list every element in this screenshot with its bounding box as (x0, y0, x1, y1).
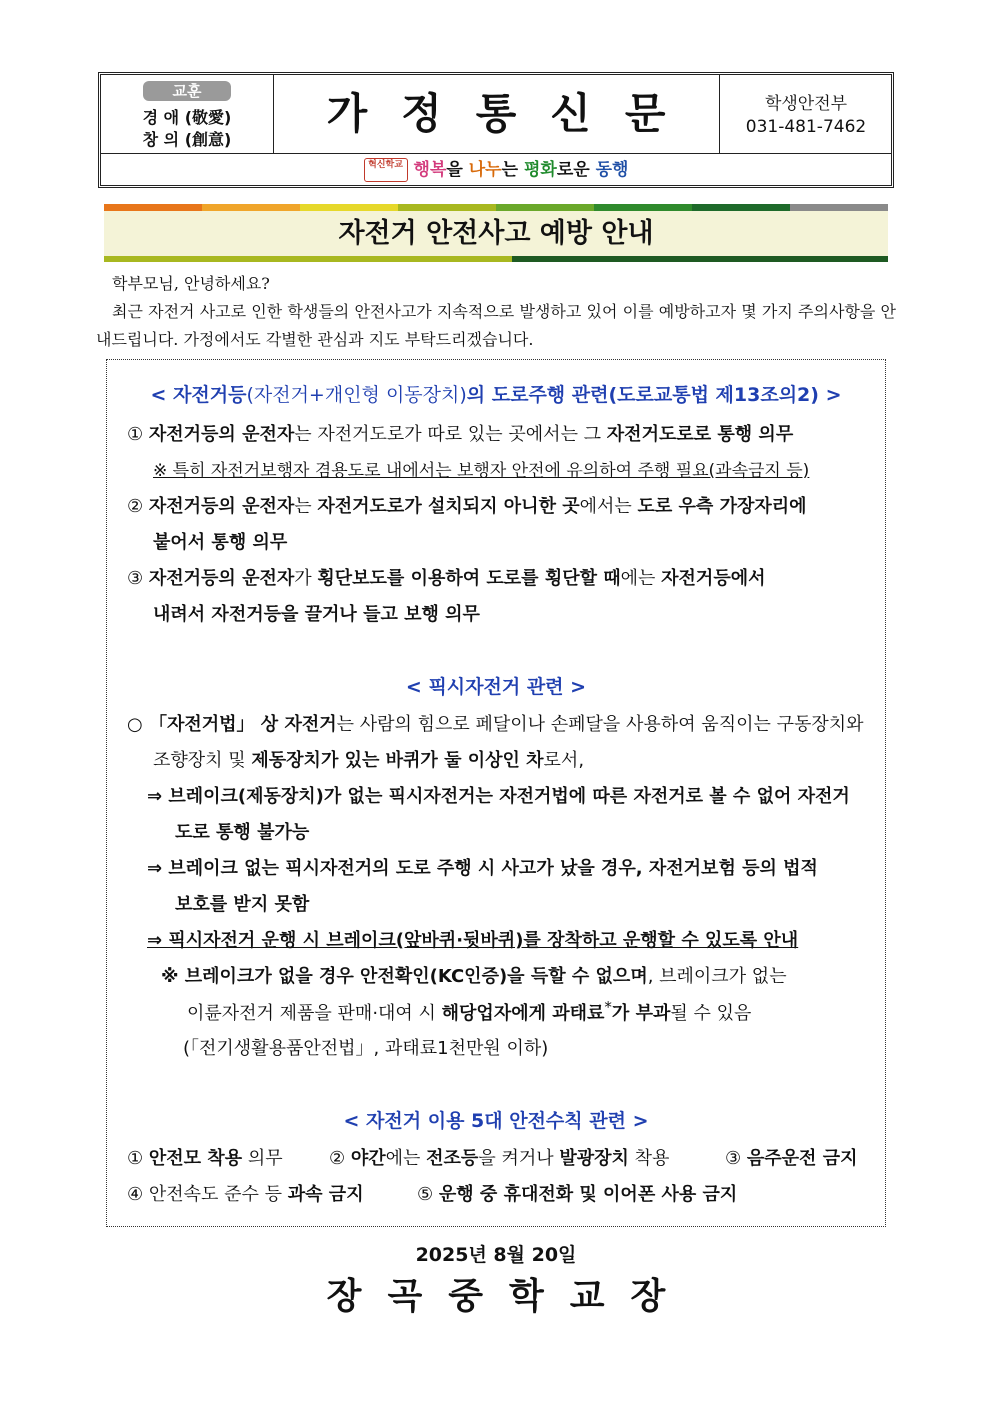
section-3-title: < 자전거 이용 5대 안전수칙 관련 > (343, 1110, 649, 1132)
fixie-definition-line-2 (153, 746, 584, 772)
text: 는 (294, 496, 318, 517)
notice-title-banner (104, 204, 888, 262)
text: 가 (294, 568, 318, 589)
content-box (106, 359, 886, 1227)
text: 안전속도 준수 등 (148, 1184, 288, 1205)
penalty-note (161, 962, 787, 988)
section-2-title: < 픽시자전거 관련 > (405, 676, 587, 698)
safety-rule-2 (329, 1144, 669, 1170)
safety-rule-4 (127, 1180, 364, 1206)
section-1-title-part: < 자전거등 (150, 384, 247, 406)
text: ※ 브레이크가 없을 경우 안전확인(KC인증)을 득할 수 없으며 (161, 966, 648, 987)
penalty-note-line-2 (187, 998, 751, 1025)
rule-1 (127, 420, 793, 446)
school-motto (101, 75, 274, 153)
rule-2-line-2: 붙어서 통행 의무 (153, 532, 288, 553)
slogan-word: 동행 (595, 160, 629, 180)
text: , 브레이크가 없는 (647, 966, 787, 987)
text: 전조등 (426, 1148, 479, 1169)
text: 착용 (628, 1148, 670, 1169)
consequence-2: ⇒ 브레이크 없는 픽시자전거의 도로 주행 시 사고가 났을 경우, 자전거보험 등의 법적 (147, 858, 818, 879)
text: 과속 금지 (287, 1184, 364, 1205)
slogan-particle: 로운 (556, 160, 596, 180)
intro-body: 최근 자전거 사고로 인한 학생들의 안전사고가 지속적으로 발생하고 있어 이를 예방하고자 몇 가지 주의사항을 안내드립니다. 가정에서도 각별한 관심과 지도 부탁드리겠습니다. (96, 302, 896, 349)
text: 가 부과 (611, 1003, 671, 1024)
text: 에는 (385, 1148, 427, 1169)
motto-line-1: 경 애 (敬愛) (142, 108, 232, 127)
item-number: ⑤ (417, 1184, 434, 1205)
text: 는 자전거도로가 따로 있는 곳에서는 그 (294, 424, 607, 445)
school-principal: 장곡중학교장 (326, 1276, 692, 1317)
safety-rule-3 (725, 1144, 857, 1170)
text: 발광장치 (559, 1148, 629, 1169)
slogan-particle: 는 (501, 160, 524, 180)
greeting: 학부모님, 안녕하세요? (112, 274, 270, 293)
innovation-school-stamp: 혁신학교 (364, 158, 408, 182)
slogan-word: 나누 (468, 160, 502, 180)
department-info (721, 75, 891, 153)
consequence-1-line-2: 도로 통행 불가능 (175, 822, 310, 843)
text: 음주운전 금지 (746, 1148, 858, 1169)
text: 에서는 (579, 496, 638, 517)
text: 자전거등의 운전자 (148, 568, 295, 589)
footnote-mark: * (604, 998, 612, 1016)
consequence-2-line-2: 보호를 받지 못함 (175, 894, 310, 915)
header-top-row (101, 75, 891, 154)
section-1-title-part: 의 도로주행 관련(도로교통법 제13조의2) > (466, 384, 842, 406)
text: 해당업자에게 과태료 (441, 1003, 605, 1024)
rule-1-note: ※ 특히 자전거보행자 겸용도로 내에서는 보행자 안전에 유의하여 주행 필요(과속금지 등) (153, 461, 810, 481)
item-number: ② (127, 496, 144, 517)
banner-color-segment (104, 204, 202, 211)
slogan-word: 평화 (523, 160, 557, 180)
text: 을 켜거나 (478, 1148, 560, 1169)
penalty-note-line-3: (「전기생활용품안전법」, 과태료1천만원 이하) (183, 1038, 549, 1059)
text: 도로 우측 가장자리에 (637, 496, 807, 517)
text: 자전거도로가 설치되지 아니한 곳 (317, 496, 580, 517)
safety-rule-5 (417, 1180, 737, 1206)
rule-3-line-2: 내려서 자전거등을 끌거나 들고 보행 의무 (153, 604, 480, 625)
text: 자전거등의 운전자 (148, 496, 295, 517)
intro-text (96, 270, 896, 354)
header-box (98, 72, 894, 188)
rule-2 (127, 492, 807, 518)
department-name: 학생안전부 (764, 94, 848, 114)
banner-bottom-bar-left (104, 256, 512, 262)
item-number: ③ (127, 568, 144, 589)
text: 자전거등의 운전자 (148, 424, 295, 445)
text: 자전거등에서 (661, 568, 766, 589)
banner-color-segment (692, 204, 790, 211)
text: 운행 중 휴대전화 및 이어폰 사용 금지 (438, 1184, 738, 1205)
issue-date: 2025년 8월 20일 (415, 1244, 577, 1266)
banner-color-segment (496, 204, 594, 211)
text: 에는 (620, 568, 662, 589)
section-1-title (107, 380, 885, 407)
document-title: 가정통신문 (273, 75, 720, 153)
text: 이륜자전거 제품을 판매·대여 시 (187, 1003, 442, 1024)
text: 안전모 착용 (148, 1148, 243, 1169)
consequence-1: ⇒ 브레이크(제동장치)가 없는 픽시자전거는 자전거법에 따른 자전거로 볼 수 없어 자전거 (147, 786, 850, 807)
text: 의무 (242, 1148, 283, 1169)
motto-line-2: 창 의 (創意) (142, 130, 232, 149)
text: 제동장치가 있는 바퀴가 둘 이상인 차 (251, 750, 544, 771)
banner-color-segment (398, 204, 496, 211)
text: 야간 (350, 1148, 386, 1169)
school-slogan (101, 154, 891, 186)
slogan-word: 행복 (413, 160, 447, 180)
text: 될 수 있음 (670, 1003, 752, 1024)
safety-rule-1 (127, 1144, 283, 1170)
text: 는 사람의 힘으로 페달이나 손페달을 사용하여 움직이는 구동장치와 (336, 714, 864, 735)
banner-color-segment (300, 204, 398, 211)
consequence-3: ⇒ 픽시자전거 운행 시 브레이크(앞바퀴·뒷바퀴)를 장착하고 운행할 수 있도록 안내 (147, 930, 799, 951)
text: 로서, (543, 750, 585, 771)
rule-3 (127, 564, 765, 590)
banner-color-segment (594, 204, 692, 211)
text: 자전거도로로 통행 의무 (606, 424, 794, 445)
banner-bottom-bar-right (512, 256, 888, 262)
slogan-particle: 을 (446, 160, 469, 180)
notice-title: 자전거 안전사고 예방 안내 (104, 211, 888, 256)
banner-color-segment (790, 204, 888, 211)
banner-color-segment (202, 204, 300, 211)
item-number: ④ (127, 1184, 144, 1205)
department-phone: 031-481-7462 (745, 117, 867, 137)
item-number: ② (329, 1148, 346, 1169)
section-1-title-part: (자전거+개인형 이동장치) (246, 384, 467, 406)
item-number: ① (127, 1148, 144, 1169)
motto-badge: 교훈 (143, 81, 231, 101)
text: ○ 「자전거법」 상 자전거 (127, 714, 337, 735)
item-number: ① (127, 424, 144, 445)
item-number: ③ (725, 1148, 742, 1169)
fixie-definition (127, 710, 864, 736)
text: 조향장치 및 (153, 750, 252, 771)
text: 횡단보도를 이용하여 도로를 횡단할 때 (317, 568, 621, 589)
